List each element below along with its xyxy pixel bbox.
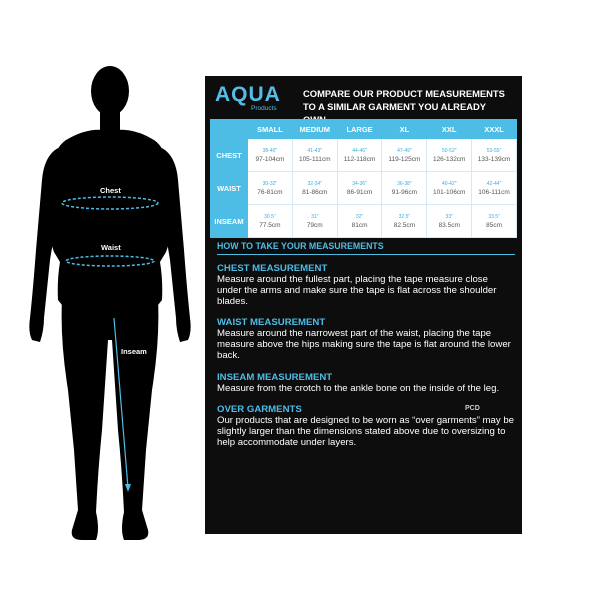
- cell-cm: 133-139cm: [477, 155, 511, 163]
- brand-name: AQUA: [215, 83, 281, 106]
- cell-inches: 36-38": [397, 180, 412, 187]
- table-cell: [427, 139, 472, 172]
- section-heading: CHEST MEASUREMENT: [217, 263, 328, 274]
- table-cell: [337, 139, 382, 172]
- cell-cm: 77.5cm: [259, 221, 281, 229]
- table-cell: [472, 139, 517, 172]
- cell-inches: 34-36": [352, 180, 367, 187]
- how-to-title: HOW TO TAKE YOUR MEASUREMENTS: [217, 241, 384, 251]
- table-cell: [382, 139, 427, 172]
- cell-cm: 81cm: [351, 221, 368, 229]
- table-cell: [248, 172, 293, 205]
- section-heading: INSEAM MEASUREMENT: [217, 372, 333, 383]
- size-chart-table: [210, 119, 517, 238]
- table-cell: [472, 172, 517, 205]
- table-cell: [292, 139, 337, 172]
- section-heading: WAIST MEASUREMENT: [217, 317, 326, 328]
- table-cell: [248, 139, 293, 172]
- cell-cm: 119-125cm: [388, 155, 421, 163]
- table-cell: [248, 205, 293, 238]
- row-header: WAIST: [211, 172, 248, 205]
- cell-inches: 32": [355, 213, 364, 220]
- table-cell: [382, 172, 427, 205]
- cell-cm: 76-81cm: [257, 188, 283, 196]
- cell-inches: 30-32": [262, 180, 278, 187]
- table-cell: [427, 172, 472, 205]
- size-header: XXXL: [472, 120, 517, 139]
- inseam-measurement-section: [217, 372, 515, 394]
- section-heading: OVER GARMENTS: [217, 404, 302, 415]
- size-header: XXL: [427, 120, 472, 139]
- aqua-products-logo: [215, 84, 287, 112]
- size-header: LARGE: [337, 120, 382, 139]
- cell-cm: 101-106cm: [432, 188, 466, 196]
- headline-line-1: COMPARE OUR PRODUCT MEASUREMENTS: [303, 88, 505, 99]
- cell-cm: 91-96cm: [391, 188, 418, 196]
- cell-cm: 82.5cm: [393, 221, 416, 229]
- cell-cm: 97-104cm: [255, 155, 285, 163]
- size-header-row: [211, 120, 517, 139]
- cell-cm: 85cm: [486, 221, 503, 229]
- pcd-watermark: PCD: [465, 405, 480, 412]
- size-header: XL: [382, 120, 427, 139]
- human-silhouette-icon: [0, 0, 205, 600]
- size-header: SMALL: [248, 120, 293, 139]
- table-cell: [337, 205, 382, 238]
- cell-cm: 126-132cm: [432, 155, 466, 163]
- chest-measurement-section: [217, 263, 515, 308]
- table-corner: [211, 120, 248, 139]
- cell-cm: 106-111cm: [478, 188, 510, 196]
- cell-inches: 42-44": [486, 180, 502, 187]
- cell-cm: 83.5cm: [438, 221, 460, 229]
- cell-inches: 38-40": [262, 147, 278, 154]
- cell-cm: 86-91cm: [346, 188, 373, 196]
- cell-inches: 40-42": [441, 180, 457, 187]
- headline-line-2: TO A SIMILAR GARMENT YOU ALREADY: [303, 101, 486, 112]
- cell-cm: 81-86cm: [302, 188, 328, 196]
- cell-cm: 79cm: [306, 221, 323, 229]
- section-body: Measure around the narrowest part of the waist, placing the tape measure above the hips making sure the tape is flat around the lower back.: [217, 328, 511, 362]
- table-cell: [472, 205, 517, 238]
- table-cell: [292, 205, 337, 238]
- cell-inches: 30.5": [264, 213, 276, 220]
- size-header: MEDIUM: [292, 120, 337, 139]
- cell-inches: 33": [445, 213, 453, 220]
- table-row: [211, 139, 517, 172]
- section-body: Our products that are designed to be worn as “over garments” may be slightly larger than the dimensions stated above due to oversizing to help accommodate under layers.: [217, 415, 515, 449]
- cell-cm: 105-111cm: [298, 155, 331, 163]
- table-row: [211, 205, 517, 238]
- cell-inches: 32-34": [307, 180, 323, 187]
- table-row: [211, 172, 517, 205]
- brand-sub: Products: [251, 105, 277, 112]
- cell-inches: 41-43": [307, 147, 323, 154]
- cell-inches: 33.5": [488, 213, 500, 220]
- row-header: CHEST: [211, 139, 248, 172]
- inseam-label: Inseam: [121, 347, 147, 356]
- chest-label: Chest: [100, 186, 121, 195]
- cell-inches: 53-55": [486, 147, 502, 154]
- cell-cm: 112-118cm: [343, 155, 376, 163]
- cell-inches: 32.5": [398, 213, 411, 220]
- section-body: Measure around the fullest part, placing the tape measure close under the arms and make sure the tape is flat across the shoulder blades.: [217, 274, 497, 308]
- section-divider: [217, 254, 515, 255]
- table-cell: [382, 205, 427, 238]
- row-header: INSEAM: [211, 205, 248, 238]
- table-cell: [337, 172, 382, 205]
- table-cell: [292, 172, 337, 205]
- section-body: Measure from the crotch to the ankle bone on the inside of the leg.: [217, 383, 500, 394]
- cell-inches: 44-46": [352, 147, 367, 154]
- cell-inches: 47-49": [397, 147, 412, 154]
- body-silhouette-figure: [0, 0, 205, 600]
- table-cell: [427, 205, 472, 238]
- cell-inches: 31": [311, 213, 319, 220]
- cell-inches: 50-52": [441, 147, 457, 154]
- waist-measurement-section: [217, 317, 515, 362]
- waist-label: Waist: [101, 243, 121, 252]
- measurement-panel: [205, 76, 522, 534]
